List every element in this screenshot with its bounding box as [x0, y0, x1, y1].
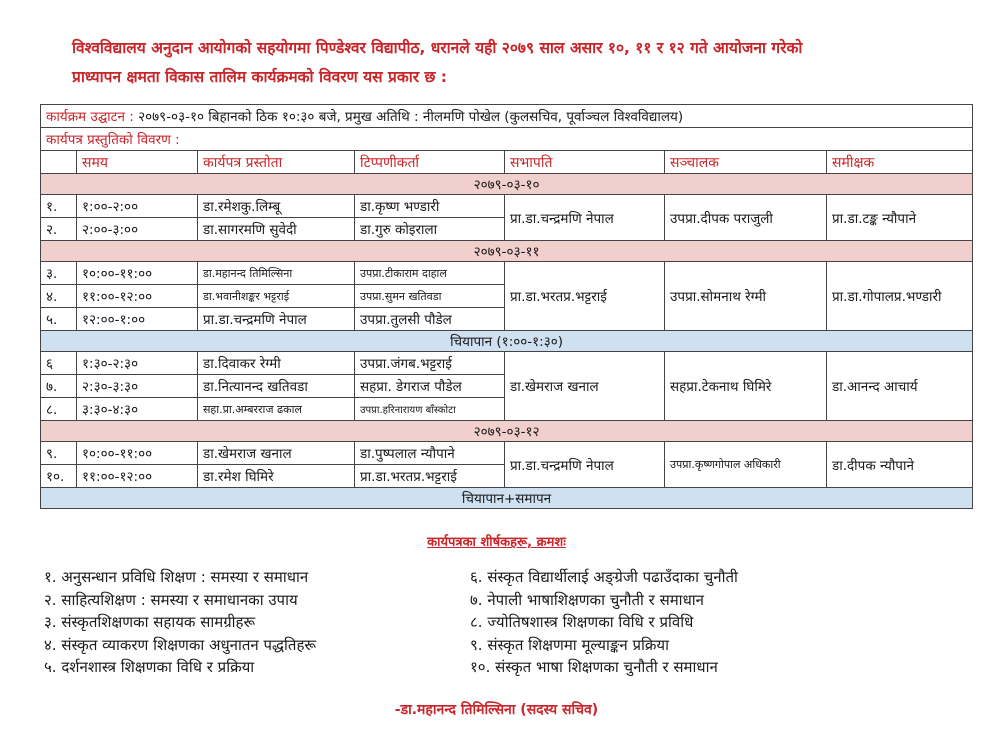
serial-number: १.	[41, 195, 77, 218]
table-row	[41, 262, 973, 285]
time-slot: २:३०-३:३०	[77, 375, 198, 398]
presentation-label-row	[41, 128, 973, 151]
date-row-day3	[41, 421, 973, 442]
presenter: डा.खेमराज खनाल	[198, 442, 355, 465]
serial-number: ९.	[41, 442, 77, 465]
presenter: डा.रमेश घिमिरे	[198, 465, 355, 488]
commentator: डा.गुरु कोइराला	[355, 218, 505, 241]
topics-heading-text: कार्यपत्रका शीर्षकहरू, क्रमशः	[427, 535, 566, 550]
list-item: ८. ज्योतिषशास्त्र शिक्षणका विधि र प्रविधि	[470, 613, 694, 631]
serial-number: ७.	[41, 375, 77, 398]
serial-number: २.	[41, 218, 77, 241]
list-item: ९. संस्कृत शिक्षणमा मूल्याङ्कन प्रक्रिया	[470, 635, 669, 654]
host: उपप्रा.दीपक पराजुली	[665, 195, 827, 241]
host: सहप्रा.टेकनाथ घिमिरे	[665, 352, 827, 421]
col-commentator: टिप्पणीकर्ता	[355, 151, 505, 174]
opening-label: कार्यक्रम उद्घाटन :	[46, 109, 134, 125]
document-heading	[72, 34, 952, 92]
opening-text: २०७९-०३-१० बिहानको ठिक १०:३० बजे, प्रमुख अतिथि : नीलमणि पोखेल (कुलसचिव, पूर्वाञ्चल विश्वविद्यालय)	[133, 109, 684, 125]
chair: प्रा.डा.चन्द्रमणि नेपाल	[505, 442, 665, 488]
closing: चियापान+समापन	[41, 488, 973, 509]
commentator: डा.कृष्ण भण्डारी	[355, 195, 505, 218]
serial-number: ८.	[41, 398, 77, 421]
list-item: ७. नेपाली भाषाशिक्षणका चुनौती र समाधान	[470, 590, 705, 609]
presenter: सहा.प्रा.अम्बरराज ढकाल	[198, 398, 355, 421]
presentation-label: कार्यपत्र प्रस्तुतिको विवरण :	[41, 128, 973, 151]
commentator: सहप्रा. डेगराज पौडेल	[355, 375, 505, 398]
reviewer: डा.दीपक न्यौपाने	[827, 442, 973, 488]
closing-row	[41, 488, 973, 509]
presenter: डा.महानन्द तिमिल्सिना	[198, 262, 355, 285]
time-slot: २:००-३:००	[77, 218, 198, 241]
presenter: प्रा.डा.चन्द्रमणि नेपाल	[198, 308, 355, 331]
list-item: १. अनुसन्धान प्रविधि शिक्षण : समस्या र समाधान	[44, 568, 309, 586]
commentator: उपप्रा.टीकाराम दाहाल	[355, 262, 505, 285]
reviewer: प्रा.डा.टङ्क न्यौपाने	[827, 195, 973, 241]
topics-heading	[0, 532, 993, 550]
table-row	[41, 195, 973, 218]
date-day1: २०७९-०३-१०	[41, 174, 973, 195]
commentator: प्रा.डा.भरतप्र.भट्टराई	[355, 465, 505, 488]
reviewer: डा.आनन्द आचार्य	[827, 352, 973, 421]
list-item: २. साहित्यशिक्षण : समस्या र समाधानका उपाय	[44, 590, 298, 609]
table-row	[41, 352, 973, 375]
reviewer: प्रा.डा.गोपालप्र.भण्डारी	[827, 262, 973, 331]
col-host: सञ्चालक	[665, 151, 827, 174]
presenter: डा.नित्यानन्द खतिवडा	[198, 375, 355, 398]
presenter: डा.दिवाकर रेग्मी	[198, 352, 355, 375]
serial-number: ४.	[41, 285, 77, 308]
signature: -डा.महानन्द तिमिल्सिना (सदस्य सचिव)	[394, 702, 599, 718]
list-item: १०. संस्कृत भाषा शिक्षणका चुनौती र समाधान	[470, 658, 718, 676]
table-row	[41, 442, 973, 465]
serial-number: ३.	[41, 262, 77, 285]
list-item: ३. संस्कृतशिक्षणका सहायक सामग्रीहरू	[44, 613, 256, 631]
list-item: ५. दर्शनशास्त्र शिक्षणका विधि र प्रक्रिया	[44, 658, 255, 676]
col-time: समय	[77, 151, 198, 174]
time-slot: १२:००-१:००	[77, 308, 198, 331]
presenter: डा.सागरमणि सुवेदी	[198, 218, 355, 241]
time-slot: १:००-२:००	[77, 195, 198, 218]
column-header-row	[41, 151, 973, 174]
heading-line-2: प्राध्यापन क्षमता विकास तालिम कार्यक्रमको विवरण यस प्रकार छ :	[72, 68, 447, 86]
chair: प्रा.डा.भरतप्र.भट्टराई	[505, 262, 665, 331]
date-day3: २०७९-०३-१२	[41, 421, 973, 442]
time-slot: ११:००-१२:००	[77, 465, 198, 488]
commentator: उपप्रा.जंगब.भट्टराई	[355, 352, 505, 375]
time-slot: ३:३०-४:३०	[77, 398, 198, 421]
topics-list-left	[44, 566, 316, 679]
chair: प्रा.डा.चन्द्रमणि नेपाल	[505, 195, 665, 241]
col-presenter: कार्यपत्र प्रस्तोता	[198, 151, 355, 174]
host: उपप्रा.सोमनाथ रेग्मी	[665, 262, 827, 331]
list-item: ४. संस्कृत व्याकरण शिक्षणका अधुनातन पद्धतिहरू	[44, 635, 317, 654]
heading-line-1: विश्वविद्यालय अनुदान आयोगको सहयोगमा पिण्डेश्वर विद्यापीठ, धरानले यही २०७९ साल असार १०, ११ र १२ गते आयोजना गरेको	[72, 39, 803, 57]
time-slot: १:३०-२:३०	[77, 352, 198, 375]
opening-row	[41, 105, 973, 128]
commentator: उपप्रा.हरिनारायण बाँस्कोटा	[355, 398, 505, 421]
commentator: उपप्रा.तुलसी पौडेल	[355, 308, 505, 331]
tea-break: चियापान (१:००-१:३०)	[41, 331, 973, 352]
host: उपप्रा.कृष्णगोपाल अधिकारी	[665, 442, 827, 488]
date-row-day2	[41, 241, 973, 262]
serial-number: ६	[41, 352, 77, 375]
serial-number: १०.	[41, 465, 77, 488]
time-slot: १०:००-११:००	[77, 262, 198, 285]
col-chair: सभापति	[505, 151, 665, 174]
commentator: उपप्रा.सुमन खतिवडा	[355, 285, 505, 308]
list-item: ६. संस्कृत विद्यार्थीलाई अङ्ग्रेजी पढाउँदाका चुनौती	[470, 568, 738, 586]
topics-list-right	[470, 566, 738, 679]
date-day2: २०७९-०३-११	[41, 241, 973, 262]
chair: डा.खेमराज खनाल	[505, 352, 665, 421]
date-row-day1	[41, 174, 973, 195]
presenter: डा.रमेशकु.लिम्बू	[198, 195, 355, 218]
serial-number: ५.	[41, 308, 77, 331]
col-reviewer: समीक्षक	[827, 151, 973, 174]
schedule-table	[40, 104, 973, 509]
time-slot: १०:००-११:००	[77, 442, 198, 465]
commentator: डा.पुष्पलाल न्यौपाने	[355, 442, 505, 465]
tea-break-row	[41, 331, 973, 352]
time-slot: ११:००-१२:००	[77, 285, 198, 308]
presenter: डा.भवानीशङ्कर भट्टराई	[198, 285, 355, 308]
